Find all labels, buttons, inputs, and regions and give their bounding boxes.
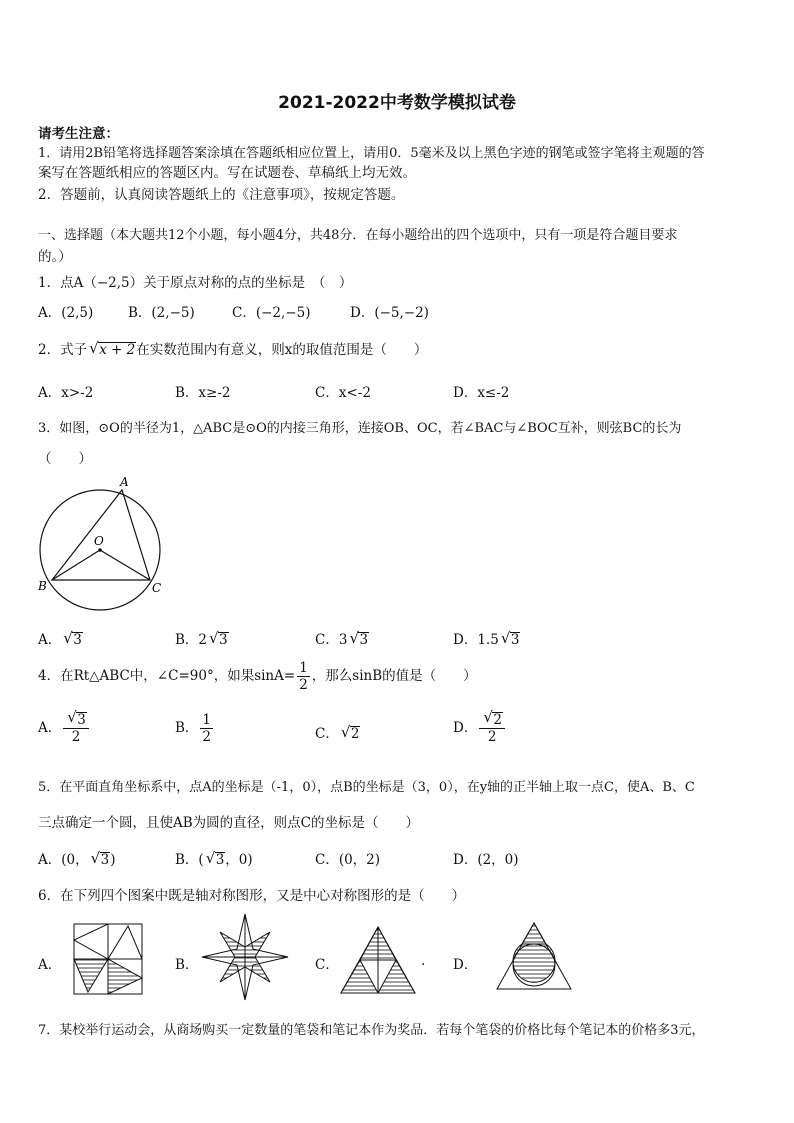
q5-stem: 5．在平面直角坐标系中，点A的坐标是（-1，0），点B的坐标是（3，0），在y轴的正半轴上取一点C，使A、B、C	[38, 780, 695, 795]
q1-option-b: B．(2,−5)	[128, 305, 195, 321]
q3-option-a: A． √ 3	[38, 629, 82, 648]
q3-label-c: C	[152, 581, 162, 595]
q2-option-c: C．x<-2	[315, 385, 371, 401]
q5-option-a: A．(0， √ 3)	[38, 849, 116, 868]
q1-option-c: C．(−2,−5)	[232, 305, 311, 321]
q4-stem: 4．在Rt△ABC中，∠C=90°，如果sinA= $\frac{1}{2}$ ，那么sinB的值是（ ）	[38, 660, 477, 693]
q1-option-d: D．(−5,−2)	[350, 305, 429, 321]
section-heading: 一、选择题（本大题共12个小题，每小题4分，共48分．在每小题给出的四个选项中，只有一项是符合题目要求	[38, 228, 678, 243]
q4-option-b: B． $\frac{1}{2}$	[175, 712, 212, 745]
q6-triangle-circle-figure	[494, 920, 574, 992]
q3-option-b: B．2 √ 3	[175, 629, 228, 648]
q6-triangle-figure	[338, 924, 418, 996]
q2-sqrt: √ x + 2	[89, 339, 136, 358]
q6-label-c: C．	[315, 957, 339, 973]
q6-pinwheel-figure	[64, 918, 152, 1000]
q7-stem: 7．某校举行运动会，从商场购买一定数量的笔袋和笔记本作为奖品．若每个笔袋的价格比每个笔记本的价格多3元，	[38, 1023, 705, 1038]
q1-stem: 1．点A（−2,5）关于原点对称的点的坐标是 （ ）	[38, 275, 353, 291]
section-heading-2: 的。）	[38, 249, 72, 265]
q6-star-figure	[200, 912, 290, 1002]
q6-stem: 6．在下列四个图案中既是轴对称图形，又是中心对称图形的是（ ）	[38, 888, 466, 904]
q6-label-d: D．	[453, 957, 478, 973]
q6-label-a: A．	[38, 957, 62, 973]
notice-line-1: 1．请用2B铅笔将选择题答案涂填在答题纸相应位置上，请用0．5毫米及以上黑色字迹的钢笔或签字笔将主观题的答	[38, 146, 705, 161]
q3-label-a: A	[120, 475, 129, 489]
q4-option-a: A． √ 3 2	[38, 712, 91, 745]
q5-option-d: D．(2，0)	[453, 852, 519, 868]
q6-label-b: B．	[175, 957, 199, 973]
page-title: 2021-2022中考数学模拟试卷	[278, 93, 516, 113]
q4-option-d: D． √ 2 2	[453, 712, 507, 745]
q2-option-d: D．x≤-2	[453, 385, 510, 401]
q2-option-a: A．x>-2	[38, 385, 94, 401]
q3-circle-figure	[34, 472, 174, 612]
q4-fraction: $\frac{1}{2}$	[299, 660, 308, 693]
q2-stem	[38, 338, 427, 358]
q3-option-c: C．3 √ 3	[315, 629, 369, 648]
q4-option-c: C． √ 2	[315, 723, 360, 742]
q6-separator: .	[421, 953, 426, 969]
q3-option-d: D．1.5 √ 3	[453, 629, 520, 648]
notice-line-2: 2．答题前，认真阅读答题纸上的《注意事项》，按规定答题。	[38, 187, 405, 203]
q2-option-b: B．x≥-2	[175, 385, 231, 401]
notice-line-1b: 案写在答题纸相应的答题区内。写在试题卷、草稿纸上均无效。	[38, 165, 416, 181]
q1-option-a: A．(2,5)	[38, 305, 94, 321]
q2-suffix: 在实数范围内有意义，则x的取值范围是（ ）	[136, 342, 428, 358]
q5-option-b: B．( √ 3，0)	[175, 849, 253, 868]
q5-option-c: C．(0，2)	[315, 852, 381, 868]
q5-stem-2: 三点确定一个圆，且使AB为圆的直径，则点C的坐标是（ ）	[38, 815, 419, 831]
q3-stem: 3．如图，⊙O的半径为1，△ABC是⊙O的内接三角形，连接OB、OC，若∠BAC与∠BOC互补，则弦BC的长为	[38, 421, 682, 436]
q3-label-b: B	[38, 579, 47, 593]
q3-label-o: O	[94, 534, 104, 548]
q3-stem-2: （ ）	[38, 451, 92, 467]
notice-heading: 请考生注意：	[38, 126, 119, 142]
q2-prefix: 2．式子	[38, 342, 88, 358]
